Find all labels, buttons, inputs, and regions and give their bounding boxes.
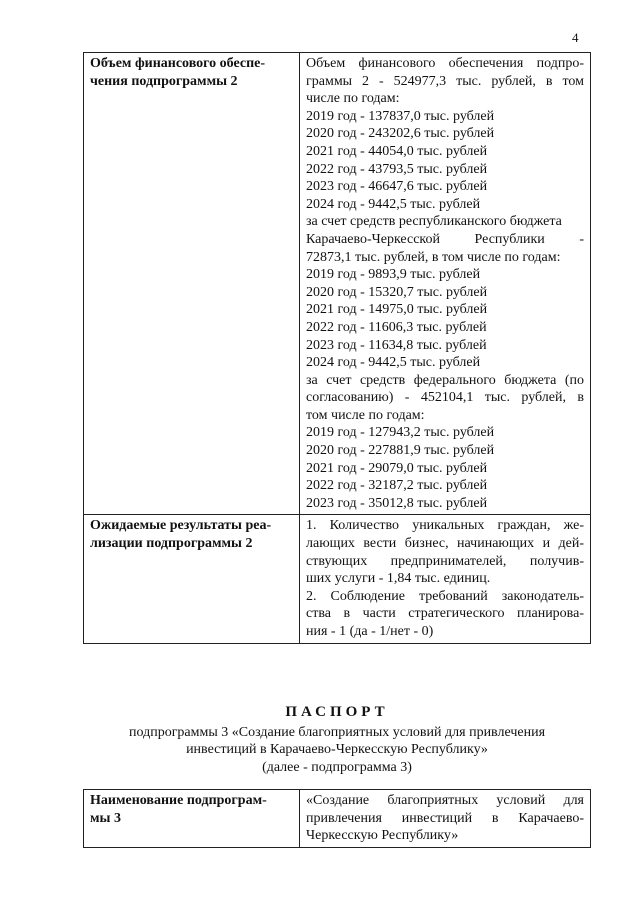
content-line: ния - 1 (да - 1/нет - 0) xyxy=(306,624,434,639)
passport-subtitle-line: (далее - подпрограмма 3) xyxy=(262,759,412,775)
passport-title: ПАСПОРТ xyxy=(285,704,389,720)
content-line: граммы 2 - 524977,3 тыс. рублей, в том xyxy=(306,73,584,89)
label-line: Наименование подпрограм- xyxy=(90,793,267,808)
content-line: числе по годам: xyxy=(306,91,400,107)
label-line: чения подпрограммы 2 xyxy=(90,73,238,89)
passport-subtitle-line: инвестиций в Карачаево-Черкесскую Республику» xyxy=(186,742,488,758)
content-line: 2019 год - 127943,2 тыс. рублей xyxy=(306,425,495,441)
content-line: 2022 год - 11606,3 тыс. рублей xyxy=(306,319,487,335)
content-line: Объем финансового обеспечения подпро- xyxy=(306,56,584,71)
content-line: 2023 год - 46647,6 тыс. рублей xyxy=(306,179,488,195)
content-line: 2021 год - 29079,0 тыс. рублей xyxy=(306,460,488,476)
content-line: ствующих предпринимателей, получив- xyxy=(306,553,584,569)
row-content xyxy=(300,515,591,643)
content-line: 2022 год - 32187,2 тыс. рублей xyxy=(306,478,488,494)
content-line: 2021 год - 44054,0 тыс. рублей xyxy=(306,143,488,159)
row-label xyxy=(84,790,300,848)
content-line: согласованию) - 452104,1 тыс. рублей, в xyxy=(306,390,584,406)
content-line: лающих вести бизнес, начинающих и дей- xyxy=(306,536,584,552)
passport-heading xyxy=(83,704,591,776)
passport-subtitle-line: подпрограммы 3 «Создание благоприятных условий для привлечения xyxy=(128,724,546,740)
financing-table xyxy=(83,52,591,644)
content-line: за счет средств федерального бюджета (по xyxy=(306,372,584,388)
table-row xyxy=(84,515,591,643)
content-line: 2020 год - 243202,6 тыс. рублей xyxy=(306,126,495,142)
content-line: за счет средств республиканского бюджета xyxy=(306,214,562,230)
content-line: 2023 год - 35012,8 тыс. рублей xyxy=(306,495,488,511)
content-line: 2023 год - 11634,8 тыс. рублей xyxy=(306,337,487,353)
page-number: 4 xyxy=(572,30,579,45)
content-line: том числе по годам: xyxy=(306,407,425,423)
row-content xyxy=(300,790,591,848)
content-line: Карачаево-Черкесской Республики - xyxy=(306,231,584,247)
content-line: 2022 год - 43793,5 тыс. рублей xyxy=(306,161,488,177)
content-line: ства в части стратегического планирова- xyxy=(306,606,584,622)
table-row xyxy=(84,53,591,515)
content-line: 2019 год - 9893,9 тыс. рублей xyxy=(306,267,481,283)
content-line: Черкесскую Республику» xyxy=(306,828,459,844)
content-line: 2021 год - 14975,0 тыс. рублей xyxy=(306,302,488,318)
row-label xyxy=(84,515,300,643)
row-label xyxy=(84,53,300,515)
content-line: ших услуги - 1,84 тыс. единиц. xyxy=(306,571,491,587)
content-line: 2024 год - 9442,5 тыс. рублей xyxy=(306,196,481,212)
label-line: Объем финансового обеспе- xyxy=(90,56,266,71)
content-line: 2. Соблюдение требований законодатель- xyxy=(306,588,584,604)
label-line: мы 3 xyxy=(90,810,121,826)
label-line: лизации подпрограммы 2 xyxy=(90,536,253,552)
content-line: 72873,1 тыс. рублей, в том числе по годам: xyxy=(306,249,561,265)
content-line: 2020 год - 15320,7 тыс. рублей xyxy=(306,284,488,300)
content-line: 1. Количество уникальных граждан, же- xyxy=(306,518,584,534)
subprogram-name-table xyxy=(83,789,591,848)
content-line: 2024 год - 9442,5 тыс. рублей xyxy=(306,355,481,371)
row-content xyxy=(300,53,591,515)
content-line: привлечения инвестиций в Карачаево- xyxy=(306,810,584,826)
content-line: «Создание благоприятных условий для xyxy=(306,793,584,808)
label-line: Ожидаемые результаты реа- xyxy=(90,518,272,534)
content-line: 2019 год - 137837,0 тыс. рублей xyxy=(306,108,495,124)
table-row xyxy=(84,790,591,848)
content-line: 2020 год - 227881,9 тыс. рублей xyxy=(306,443,495,459)
